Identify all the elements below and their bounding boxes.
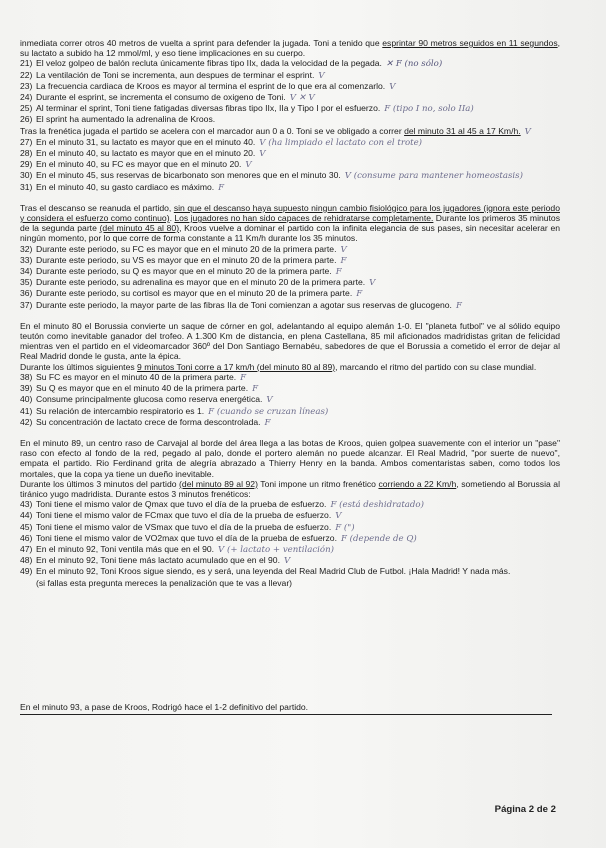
intro-text-end: , su lactato a subido ha 12 mmol/ml, y eso tiene implicaciones en su cuerpo.: [20, 38, 561, 59]
question-21: [20, 58, 560, 69]
question-36: [20, 288, 560, 299]
question-number: 29): [20, 159, 33, 170]
question-number: 44): [20, 510, 33, 521]
question-number: 32): [20, 243, 33, 254]
paragraph-2: [20, 126, 560, 137]
question-statement: En el minuto 92, Toni ventila más que en el 90.: [36, 543, 215, 554]
handwritten-answer: V ✕ V: [289, 93, 315, 104]
question-34: [20, 266, 560, 277]
handwritten-answer: F (tipo I no, solo IIa): [384, 104, 474, 115]
question-text: [36, 383, 560, 394]
paragraph-text: En el minuto 89, un centro raso de Carvajal al borde del área llega a las botas de Kroos, quien golpea suavemente con el interior un "pase" raso con efecto al fondo de la red, pegado al palo, donde el portero alemán no puede alcanzar. El Real Madrid, "por suerte de nuevo", empata el partido. Rio Ferdinand grita de alegría abrazado a Thierry Henry en la banda. Ambos comentaristas saben, como todos los mortales, que la copa ya tiene un dueño inevitable.: [20, 437, 560, 479]
question-statement: Durante este periodo, su cortisol es mayor que en el minuto 20 de la primera parte.: [36, 288, 353, 299]
handwritten-answer: F: [252, 384, 259, 395]
question-text: [36, 372, 560, 383]
question-block-1: [20, 58, 560, 125]
question-statement: Su relación de intercambio respiratorio es 1.: [36, 405, 205, 416]
paragraph-underlined: Los jugadores no han sido capaces de rehidratarse completamente.: [174, 213, 434, 224]
question-text: [36, 394, 560, 405]
question-statement: Toni tiene el mismo valor de VO2max que tuvo el día de la prueba de esfuerzo.: [36, 532, 337, 543]
handwritten-answer: F ("): [335, 522, 355, 533]
question-statement: Su concentración de lactato crece de forma descontrolada.: [36, 416, 261, 427]
question-statement: Consume principalmente glucosa como reserva energética.: [36, 394, 263, 405]
question-number: 27): [20, 136, 33, 147]
question-text: [36, 182, 560, 193]
question-number: 35): [20, 277, 33, 288]
handwritten-answer: F (está deshidratado): [330, 500, 424, 511]
paragraph-text: , marcando el ritmo del partido con su clase mundial.: [335, 361, 537, 372]
question-number: 22): [20, 69, 33, 80]
handwritten-answer: V: [245, 160, 252, 171]
question-text: [36, 533, 560, 544]
question-26: [20, 114, 560, 125]
question-number: 49): [20, 566, 33, 577]
closing-line: En el minuto 93, a pase de Kroos, Rodrigó hace el 1-2 definitivo del partido.: [20, 702, 309, 712]
question-text: [36, 300, 560, 311]
question-statement: Su FC es mayor en el minuto 40 de la primera parte.: [36, 371, 237, 382]
paragraph-text: Durante los últimos siguientes: [20, 361, 138, 372]
question-statement: Toni tiene el mismo valor de FCmax que tuvo el día de la prueba de esfuerzo.: [36, 510, 332, 521]
question-text: [36, 266, 560, 277]
question-text: [36, 70, 560, 81]
question-text: [36, 137, 560, 148]
question-text: [36, 170, 560, 181]
question-44: [20, 510, 560, 521]
question-statement: Durante el esprint, se incrementa el consumo de oxigeno de Toni.: [36, 92, 286, 103]
question-statement: El sprint ha aumentado la adrenalina de Kroos.: [36, 114, 216, 125]
handwritten-answer: F (cuando se cruzan líneas): [208, 406, 329, 417]
handwritten-answer: F: [356, 289, 363, 300]
handwritten-answer: V: [524, 126, 531, 137]
paragraph-3: [20, 203, 560, 244]
intro-text: inmediata correr otros 40 metros de vuelta a sprint para defender la jugada. Toni a tenido que: [20, 38, 383, 48]
question-number: 45): [20, 521, 33, 532]
question-30: [20, 170, 560, 181]
question-49-note: [20, 578, 560, 588]
question-block-4: [20, 372, 560, 428]
question-text: [36, 114, 560, 125]
question-37: [20, 300, 560, 311]
question-number: 43): [20, 499, 33, 510]
question-32: [20, 244, 560, 255]
closing-divider: [20, 714, 552, 715]
question-statement: Toni tiene el mismo valor de Qmax que tuvo el día de la prueba de esfuerzo.: [36, 499, 327, 510]
question-23: [20, 81, 560, 92]
question-text: [36, 58, 560, 69]
question-38: [20, 372, 560, 383]
paragraph-underlined: (del minuto 45 al 80): [99, 223, 180, 234]
paragraph-underlined: corriendo a 22 Km/h: [378, 478, 457, 489]
question-block-5: [20, 499, 560, 588]
question-text: [36, 406, 560, 417]
question-24: [20, 92, 560, 103]
question-statement: Durante este periodo, su Q es mayor que en el minuto 20 de la primera parte.: [36, 266, 332, 277]
handwritten-answer: V: [283, 556, 291, 567]
question-number: 40): [20, 394, 33, 405]
question-text: [36, 92, 560, 103]
indent: [20, 578, 36, 588]
question-text: [36, 566, 560, 577]
question-statement: En el minuto 92, Toni Kroos sigue siendo, es y será, una leyenda del Real Madrid Club de Futbol. ¡Hala Madrid! Y nada más.: [36, 566, 511, 577]
handwritten-answer: ✕ F (no sólo): [385, 59, 443, 70]
handwritten-answer: F: [335, 267, 342, 278]
question-block-3: [20, 244, 560, 311]
handwritten-answer: F: [264, 417, 271, 428]
handwritten-answer: V: [389, 81, 396, 92]
question-statement: En el minuto 31, su lactato es mayor que en el minuto 40.: [36, 136, 256, 147]
question-statement: En el minuto 40, su lactato es mayor que en el minuto 20.: [36, 148, 256, 159]
question-block-2: [20, 137, 560, 193]
handwritten-answer: F: [218, 182, 225, 193]
intro-paragraph: [20, 38, 560, 58]
question-number: 24): [20, 92, 33, 103]
question-22: [20, 70, 560, 81]
question-text: [36, 103, 560, 114]
question-number: 42): [20, 416, 33, 427]
question-46: [20, 533, 560, 544]
page-number: Página 2 de 2: [494, 804, 556, 815]
question-number: 41): [20, 405, 33, 416]
question-text: [36, 417, 560, 428]
paragraph-4b: [20, 362, 560, 372]
handwritten-answer: F (depende de Q): [340, 533, 417, 544]
question-31: [20, 182, 560, 193]
page-content: [20, 38, 560, 588]
question-27: [20, 137, 560, 148]
paragraph-text: Tras el descanso se reanuda el partido,: [20, 202, 174, 213]
question-43: [20, 499, 560, 510]
paragraph-text: En el minuto 80 el Borussia convierte un saque de córner en gol, adelantando al equipo alemán 1-0. El "planeta futbol" ve al sólido equipo teutón como inevitable ganador del trofeo. A 1.300 Km de distancia, en plena Castellana, 85 mil aficionados madridistas gritan de felicidad mientras ven el partido en el videomarcador 360º del Don Santiago Bernabéu, sabedores de que el Borussia a cometido el error de dejar al Real Madrid donde le gusta, ante la épica.: [20, 320, 560, 362]
question-number: 48): [20, 555, 33, 566]
handwritten-answer: V: [259, 149, 266, 160]
paragraph-underlined: 9 minutos Toni corre a 17 km/h (del minuto 80 al 89): [137, 361, 336, 372]
question-text: [36, 510, 560, 521]
question-statement: El veloz golpeo de balón recluta únicamente fibras tipo IIx, dada la velocidad de la pegada.: [36, 58, 382, 69]
question-text: [36, 159, 560, 170]
question-statement: Su Q es mayor que en el minuto 40 de la primera parte.: [36, 383, 249, 394]
question-42: [20, 417, 560, 428]
question-number: 23): [20, 80, 33, 91]
question-note: (si fallas esta pregunta mereces la penalización que te vas a llevar): [36, 577, 293, 588]
handwritten-answer: F: [455, 300, 462, 311]
question-statement: Durante este periodo, la mayor parte de las fibras IIa de Toni comienzan a agotar sus reservas de glucogeno.: [36, 299, 452, 310]
question-text: [36, 522, 560, 533]
question-28: [20, 148, 560, 159]
paragraph-4: [20, 321, 560, 362]
question-number: 37): [20, 299, 33, 310]
question-35: [20, 277, 560, 288]
question-text: [36, 148, 560, 159]
question-number: 39): [20, 383, 33, 394]
question-text: [36, 255, 560, 266]
handwritten-answer: V (+ lactato + ventilación): [218, 544, 334, 555]
question-40: [20, 394, 560, 405]
spacer: [20, 428, 560, 438]
question-number: 46): [20, 532, 33, 543]
question-29: [20, 159, 560, 170]
intro-underlined: esprintar 90 metros seguidos en 11 segundos: [382, 38, 558, 48]
paragraph-text: Toni impone un ritmo frenético: [257, 478, 379, 489]
handwritten-answer: V: [266, 395, 273, 406]
question-33: [20, 255, 560, 266]
paragraph-5: [20, 438, 560, 479]
spacer: [20, 193, 560, 203]
paragraph-text: Durante los primeros 35 minutos de la segunda parte: [20, 213, 561, 234]
handwritten-answer: V: [335, 511, 342, 522]
question-number: 25): [20, 103, 33, 114]
question-number: 36): [20, 288, 33, 299]
question-statement: En el minuto 40, su gasto cardiaco es máximo.: [36, 181, 215, 192]
paragraph-text: , Kroos vuelve a dominar el partido con la infinita elegancia de sus pases, sin necesitar acelerar en ningún momento, por lo que corre de forma constante a 11 Km/h durante los 35 minutos.: [20, 223, 561, 244]
question-statement: En el minuto 40, su FC es mayor que en el minuto 20.: [36, 159, 242, 170]
question-41: [20, 406, 560, 417]
question-statement: Durante este periodo, su FC es mayor que en el minuto 20 de la primera parte.: [36, 243, 337, 254]
question-text: [36, 277, 560, 288]
question-25: [20, 103, 560, 114]
question-statement: La frecuencia cardiaca de Kroos es mayor al termina el esprint de lo que era al comenzarlo.: [36, 80, 386, 91]
question-45: [20, 522, 560, 533]
handwritten-answer: F: [340, 255, 347, 266]
question-number: 30): [20, 170, 33, 181]
question-number: 47): [20, 543, 33, 554]
question-49: [20, 566, 560, 577]
question-statement: Toni tiene el mismo valor de VSmax que tuvo el día de la prueba de esfuerzo.: [36, 521, 332, 532]
question-text: [36, 544, 560, 555]
paragraph-text: , sometiendo al Borussia al tiránico yugo madridista. Durante estos 3 minutos frenéticos:: [20, 478, 560, 499]
paragraph-text: .: [169, 213, 175, 224]
question-text: [36, 499, 560, 510]
question-text: [36, 244, 560, 255]
question-statement: En el minuto 45, sus reservas de bicarbonato son menores que en el minuto 30.: [36, 170, 341, 181]
spacer: [20, 311, 560, 321]
question-number: 33): [20, 254, 33, 265]
handwritten-answer: V: [318, 70, 325, 81]
handwritten-answer: V: [340, 244, 347, 255]
question-statement: Al terminar el sprint, Toni tiene fatigadas diversas fibras tipo IIx, IIa y Tipo I por el esfuerzo.: [36, 103, 381, 114]
question-39: [20, 383, 560, 394]
handwritten-answer: V (consume para mantener homeostasis): [344, 171, 523, 182]
question-statement: La ventilación de Toni se incrementa, aun despues de terminar el esprint.: [36, 69, 315, 80]
question-text: [36, 288, 560, 299]
question-statement: En el minuto 92, Toni tiene más lactato acumulado que en el 90.: [36, 555, 280, 566]
question-statement: Durante este periodo, su VS es mayor que en el minuto 20 de la primera parte.: [36, 254, 337, 265]
paragraph-underlined: (del minuto 89 al 92): [179, 478, 258, 489]
paragraph-text: Durante los últimos 3 minutos del partido: [20, 478, 180, 489]
question-number: 28): [20, 148, 33, 159]
question-number: 21): [20, 58, 33, 69]
question-number: 38): [20, 371, 33, 382]
question-47: [20, 544, 560, 555]
question-text: [36, 81, 560, 92]
question-48: [20, 555, 560, 566]
question-statement: Durante este periodo, su adrenalina es mayor que en el minuto 20 de la primera parte.: [36, 277, 366, 288]
handwritten-answer: V: [369, 278, 376, 289]
handwritten-answer: V (ha limpiado el lactato con el trote): [259, 137, 423, 148]
paragraph-text: Tras la frenética jugada el partido se acelera con el marcador aun 0 a 0. Toni se ve obligado a correr: [20, 125, 405, 136]
handwritten-answer: F: [240, 372, 247, 383]
paragraph-underlined: sin que el descanso haya supuesto ningun cambio fisiológico para los jugadores (ignora este periodo y considera el esfuerzo como continuo): [20, 202, 560, 224]
question-number: 26): [20, 114, 33, 125]
question-number: 31): [20, 181, 33, 192]
question-number: 34): [20, 266, 33, 277]
question-text: [36, 555, 560, 566]
paragraph-underlined: del minuto 31 al 45 a 17 Km/h.: [404, 125, 521, 136]
paragraph-5b: [20, 479, 560, 499]
